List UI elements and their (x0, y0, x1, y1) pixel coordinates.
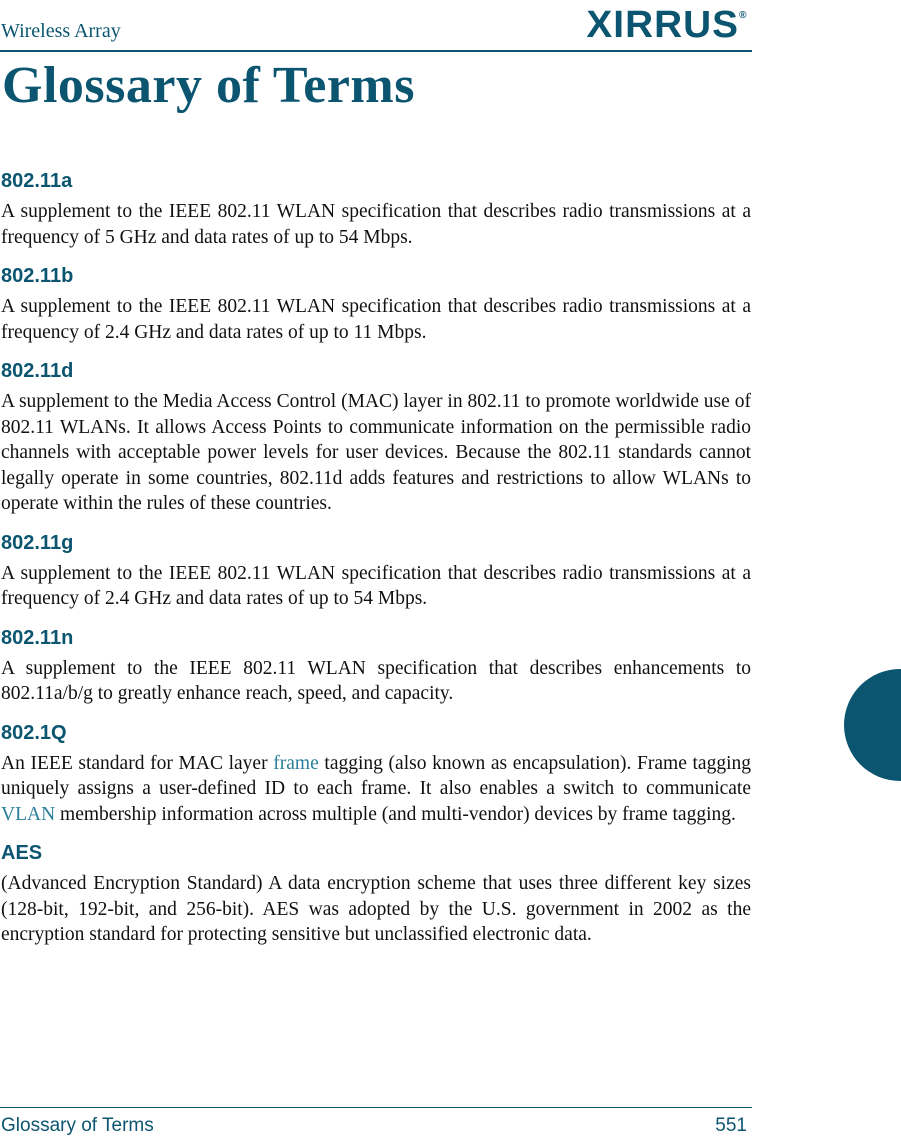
glossary-entry (1, 530, 751, 612)
glossary-term: 802.11g (1, 531, 74, 554)
glossary-term: AES (1, 842, 43, 864)
footer-section-title: Glossary of Terms (1, 1115, 154, 1136)
glossary-content (1, 168, 751, 961)
page-header (0, 0, 752, 52)
definition-text: An IEEE standard for MAC layer (1, 752, 274, 774)
vlan-link[interactable]: VLAN (1, 803, 56, 825)
page-number: 551 (715, 1115, 747, 1136)
glossary-term: 802.11d (1, 360, 74, 382)
glossary-term: 802.11a (1, 170, 73, 192)
glossary-entry (1, 263, 751, 345)
registered-mark: ® (739, 10, 748, 21)
glossary-term: 802.11b (1, 265, 74, 287)
glossary-term: 802.11n (1, 626, 74, 649)
glossary-entry (1, 720, 751, 828)
page-title: Glossary of Terms (2, 57, 415, 114)
glossary-definition: A supplement to the IEEE 802.11 WLAN specification that describes radio transmissions at a frequency of 2.4 GHz and data rates of up to 11 Mbps. (1, 296, 751, 343)
footer-divider (0, 1107, 752, 1108)
header-title: Wireless Array (1, 20, 121, 42)
header-divider (0, 50, 752, 52)
glossary-definition: A supplement to the IEEE 802.11 WLAN specification that describes enhancements to 802.11a/b/g to greatly enhance reach, speed, and capacity. (1, 657, 751, 704)
glossary-definition: (Advanced Encryption Standard) A data encryption scheme that uses three different key sizes (128-bit, 192-bit, and 256-bit). AES was adopted by the U.S. government in 2002 as the encryption standard for protecting sensitive but unclassified electronic data. (1, 873, 751, 945)
logo-text: XIRRUS (586, 4, 740, 46)
glossary-entry (1, 168, 751, 250)
glossary-entry (1, 358, 751, 517)
frame-link[interactable]: frame (273, 752, 319, 774)
glossary-term: 802.1Q (1, 721, 67, 744)
glossary-entry (1, 625, 751, 707)
glossary-definition: A supplement to the IEEE 802.11 WLAN specification that describes radio transmissions at a frequency of 2.4 GHz and data rates of up to 54 Mbps. (1, 562, 751, 609)
xirrus-logo (586, 4, 747, 47)
glossary-definition: A supplement to the IEEE 802.11 WLAN specification that describes radio transmissions at a frequency of 5 GHz and data rates of up to 54 Mbps. (1, 201, 751, 248)
definition-text: membership information across multiple (and multi-vendor) devices by frame tagging. (55, 803, 736, 825)
glossary-definition: A supplement to the Media Access Control (MAC) layer in 802.11 to promote worldwide use of 802.11 WLANs. It allows Access Points to communicate information on the permissible radio channels with acceptable power levels for user devices. Because the 802.11 standards cannot legally operate in some countries, 802.11d adds features and restrictions to allow WLANs to operate within the rules of these countries. (1, 391, 751, 514)
definition-text: tagging (also known as encapsulation). Frame tagging uniquely assigns a user-defined ID to each frame. It also enables a switch to communicate (1, 752, 752, 799)
glossary-definition (1, 751, 751, 828)
glossary-entry (1, 840, 751, 948)
chapter-tab-marker (844, 669, 901, 781)
